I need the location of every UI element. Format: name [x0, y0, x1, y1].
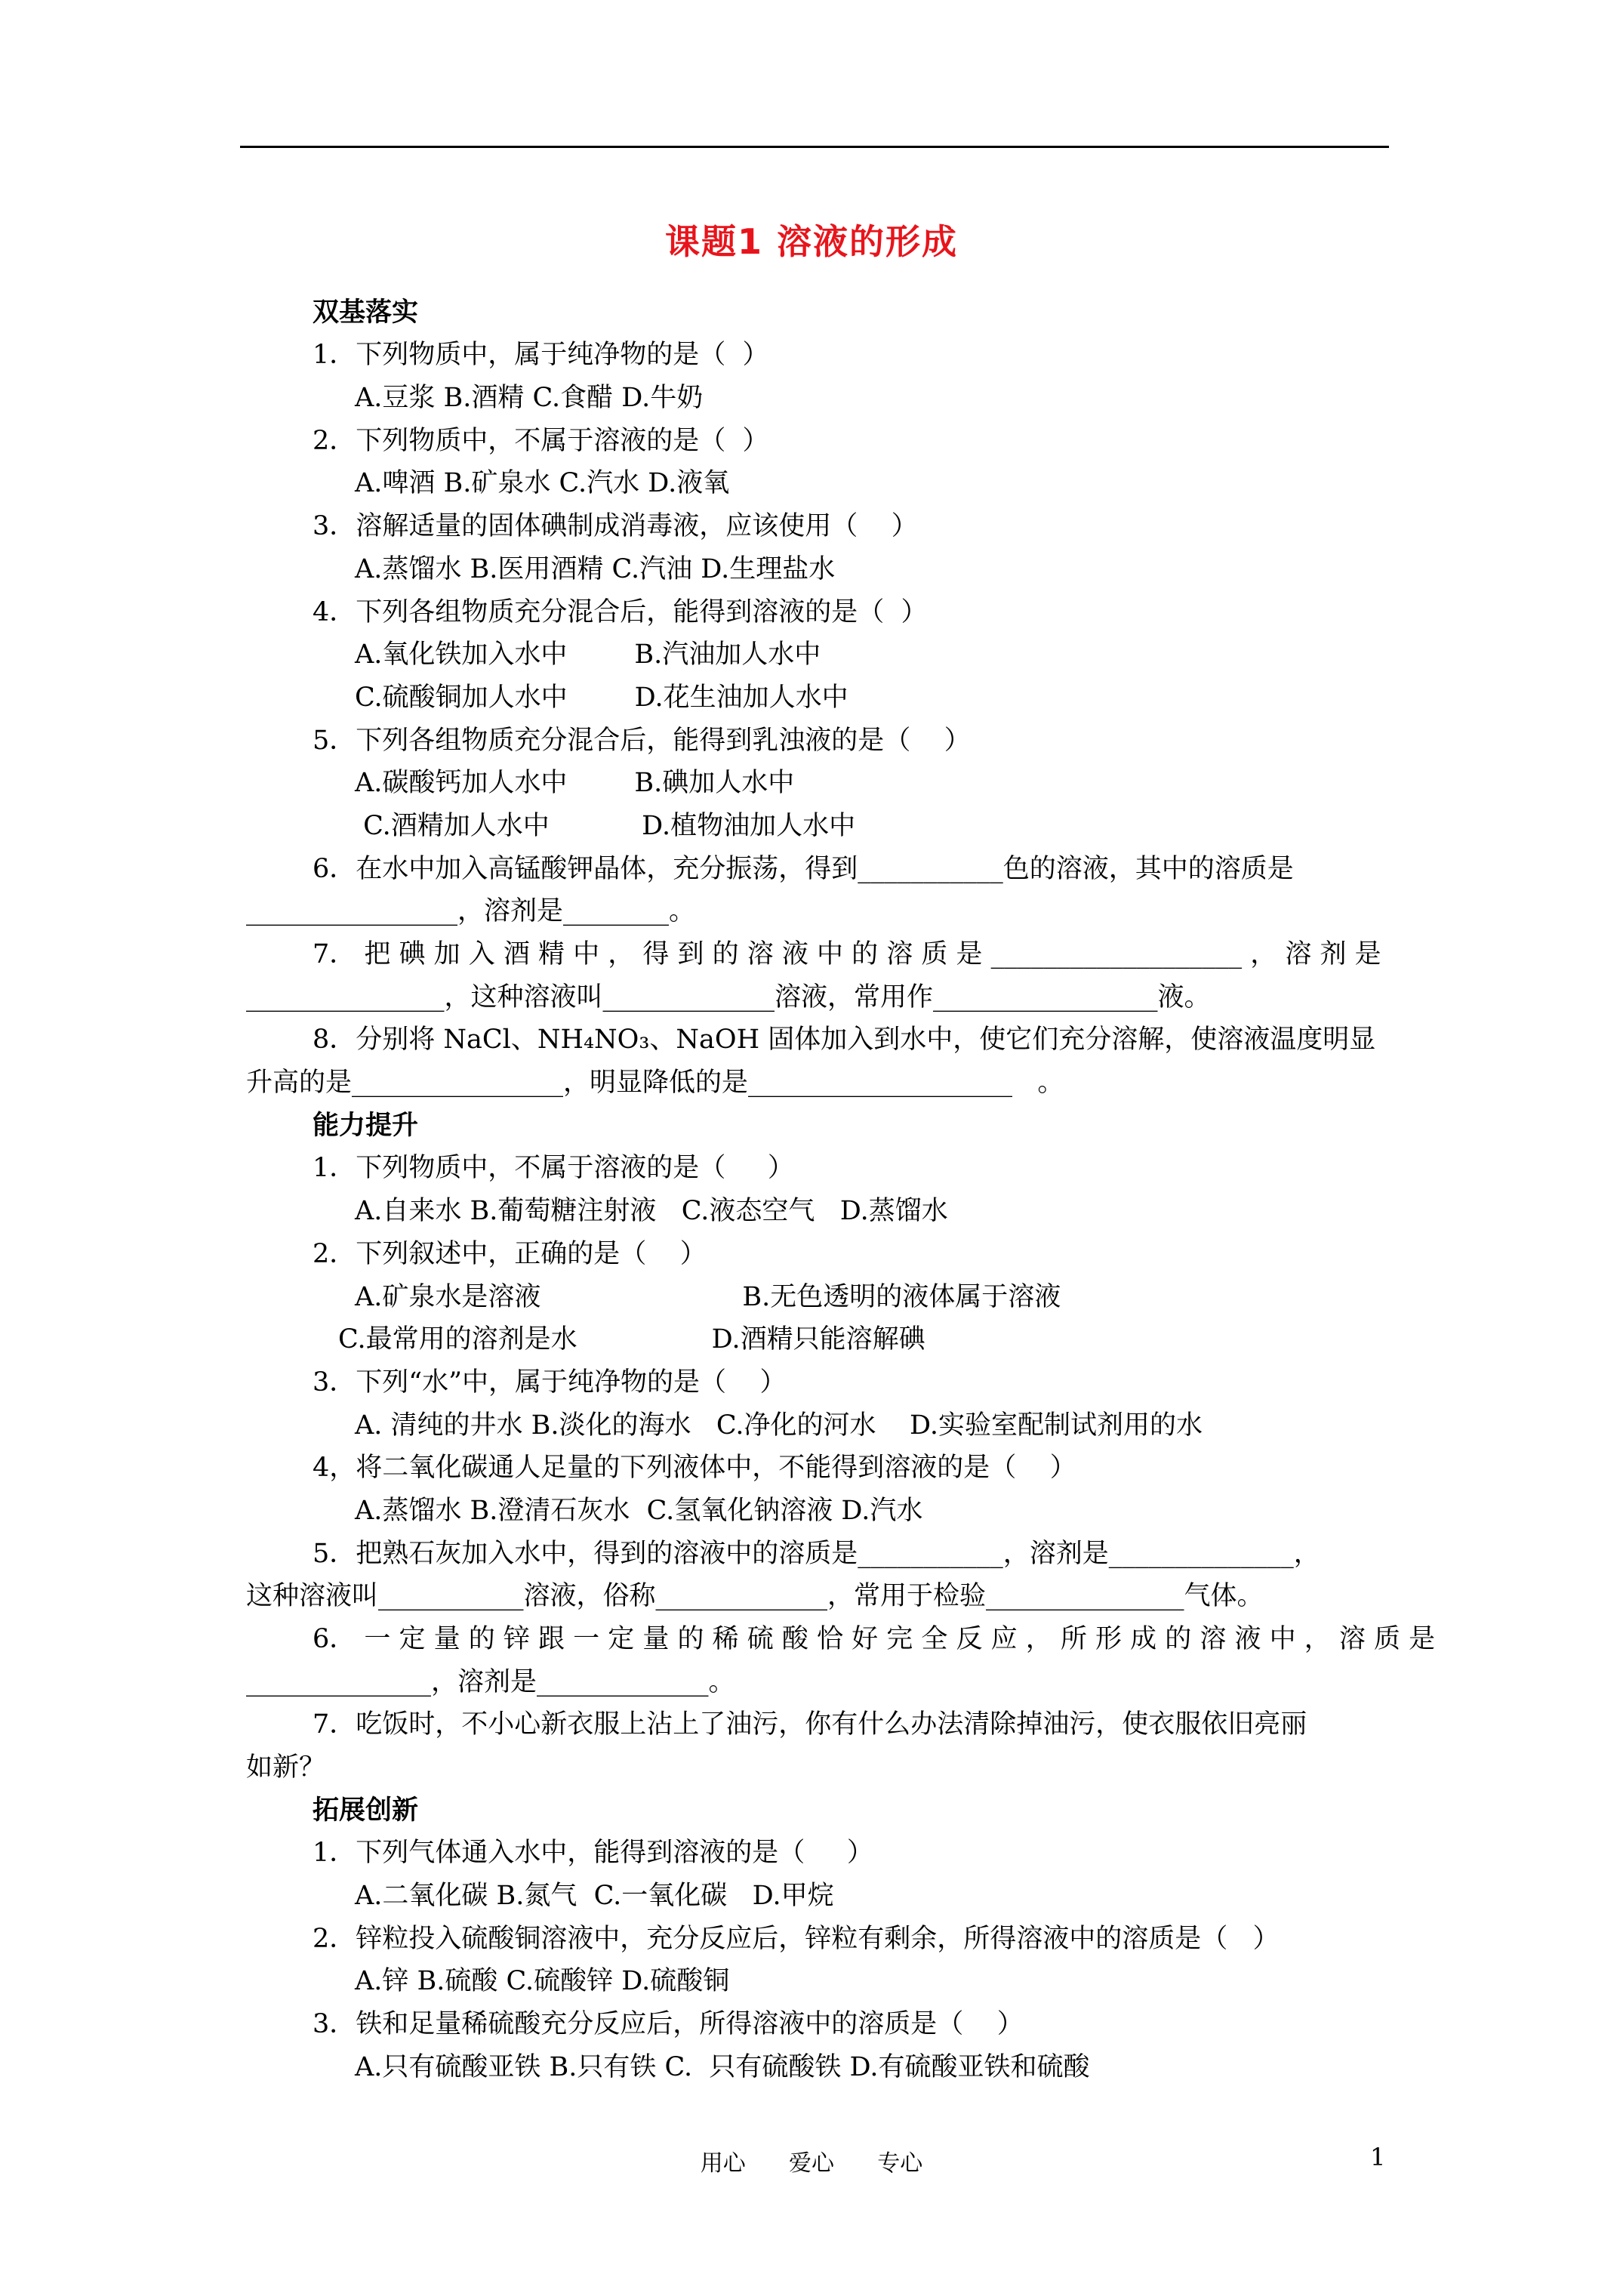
page-number: 1	[1370, 2143, 1386, 2171]
question-line: 4，将二氧化碳通人足量的下列液体中，不能得到溶液的是（ ）	[313, 1453, 1076, 1483]
page-title: 课题1 溶液的形成	[664, 221, 959, 262]
question-line: ________________，溶剂是________。	[246, 896, 696, 926]
question-line: 这种溶液叫___________溶液，俗称_____________，常用于检验_______________气体。	[246, 1581, 1264, 1611]
question-line: 7．吃饭时，不小心新衣服上沾上了油污，你有什么办法清除掉油污，使衣服依旧亮丽	[313, 1709, 1307, 1740]
options-line: A.啤酒 B.矿泉水 C.汽水 D.液氧	[355, 468, 730, 498]
options-line: A.锌 B.硫酸 C.硫酸锌 D.硫酸铜	[355, 1966, 730, 1996]
options-line: C.硫酸铜加人水中 D.花生油加人水中	[355, 683, 848, 713]
question-line: ______________，溶剂是_____________。	[246, 1667, 735, 1697]
options-line: A.二氧化碳 B.氮气 C.一氧化碳 D.甲烷	[355, 1881, 834, 1911]
options-line: A.矿泉水是溶液 B.无色透明的液体属于溶液	[355, 1282, 1061, 1312]
section-heading-ability: 能力提升	[313, 1111, 419, 1141]
question-line: 5．下列各组物质充分混合后，能得到乳浊液的是（ ）	[313, 726, 971, 756]
question-line: 8．分别将 NaCl、NH₄NO₃、NaOH 固体加入到水中，使它们充分溶解，使溶液温度明显	[313, 1025, 1376, 1055]
question-line: 3．溶解适量的固体碘制成消毒液，应该使用（ ）	[313, 511, 918, 541]
question-line: _______________，这种溶液叫_____________溶液，常用作_________________液。	[246, 982, 1211, 1012]
question-line: 1．下列物质中，属于纯净物的是（ ）	[313, 340, 769, 370]
section-heading-extend: 拓展创新	[313, 1795, 419, 1826]
options-line: A.蒸馏水 B.医用酒精 C.汽油 D.生理盐水	[355, 554, 836, 584]
question-line: 5．把熟石灰加入水中，得到的溶液中的溶质是___________，溶剂是______________，	[313, 1539, 1320, 1569]
question-line: 7． 把 碘 加 入 酒 精 中 ， 得 到 的 溶 液 中 的 溶 质 是 ___________________ ， 溶 剂 是	[313, 939, 1381, 969]
options-line: A.只有硫酸亚铁 B.只有铁 C. 只有硫酸铁 D.有硫酸亚铁和硫酸	[355, 2052, 1090, 2082]
options-line: A.氧化铁加入水中 B.汽油加人水中	[355, 639, 821, 670]
question-line: 2．下列叙述中，正确的是（ ）	[313, 1239, 707, 1269]
question-line: 1．下列气体通入水中，能得到溶液的是（ ）	[313, 1838, 873, 1868]
question-line: 1．下列物质中，不属于溶液的是（ ）	[313, 1153, 794, 1183]
options-line: C.酒精加人水中 D.植物油加人水中	[355, 811, 856, 841]
header-rule	[240, 146, 1389, 148]
options-line: A.自来水 B.葡萄糖注射液 C.液态空气 D.蒸馏水	[355, 1196, 948, 1226]
options-line: A.蒸馏水 B.澄清石灰水 C.氢氧化钠溶液 D.汽水	[355, 1496, 923, 1526]
options-line: A.碳酸钙加人水中 B.碘加人水中	[355, 768, 795, 798]
footer-motto: 用心 爱心 专心	[700, 2150, 923, 2177]
options-line: A.豆浆 B.酒精 C.食醋 D.牛奶	[355, 383, 704, 413]
section-heading-basic: 双基落实	[313, 297, 419, 328]
question-line: 升高的是________________，明显降低的是____________________ 。	[246, 1068, 1064, 1098]
question-line: 2．下列物质中，不属于溶液的是（ ）	[313, 426, 769, 456]
question-line: 3．铁和足量稀硫酸充分反应后，所得溶液中的溶质是（ ）	[313, 2009, 1024, 2039]
question-line: 4．下列各组物质充分混合后，能得到溶液的是（ ）	[313, 597, 928, 627]
question-line: 3．下列“水”中，属于纯净物的是（ ）	[313, 1367, 787, 1398]
question-line: 如新？	[246, 1752, 326, 1783]
question-line: 6． 一 定 量 的 锌 跟 一 定 量 的 稀 硫 酸 恰 好 完 全 反 应 ， 所 形 成 的 溶 液 中 ， 溶 质 是	[313, 1624, 1436, 1654]
options-line: A. 清纯的井水 B.淡化的海水 C.净化的河水 D.实验室配制试剂用的水	[355, 1410, 1203, 1441]
question-line: 2．锌粒投入硫酸铜溶液中，充分反应后，锌粒有剩余，所得溶液中的溶质是（ ）	[313, 1924, 1280, 1954]
question-line: 6．在水中加入高锰酸钾晶体，充分振荡，得到___________色的溶液，其中的溶质是	[313, 854, 1294, 884]
options-line: C.最常用的溶剂是水 D.酒精只能溶解碘	[338, 1324, 925, 1354]
